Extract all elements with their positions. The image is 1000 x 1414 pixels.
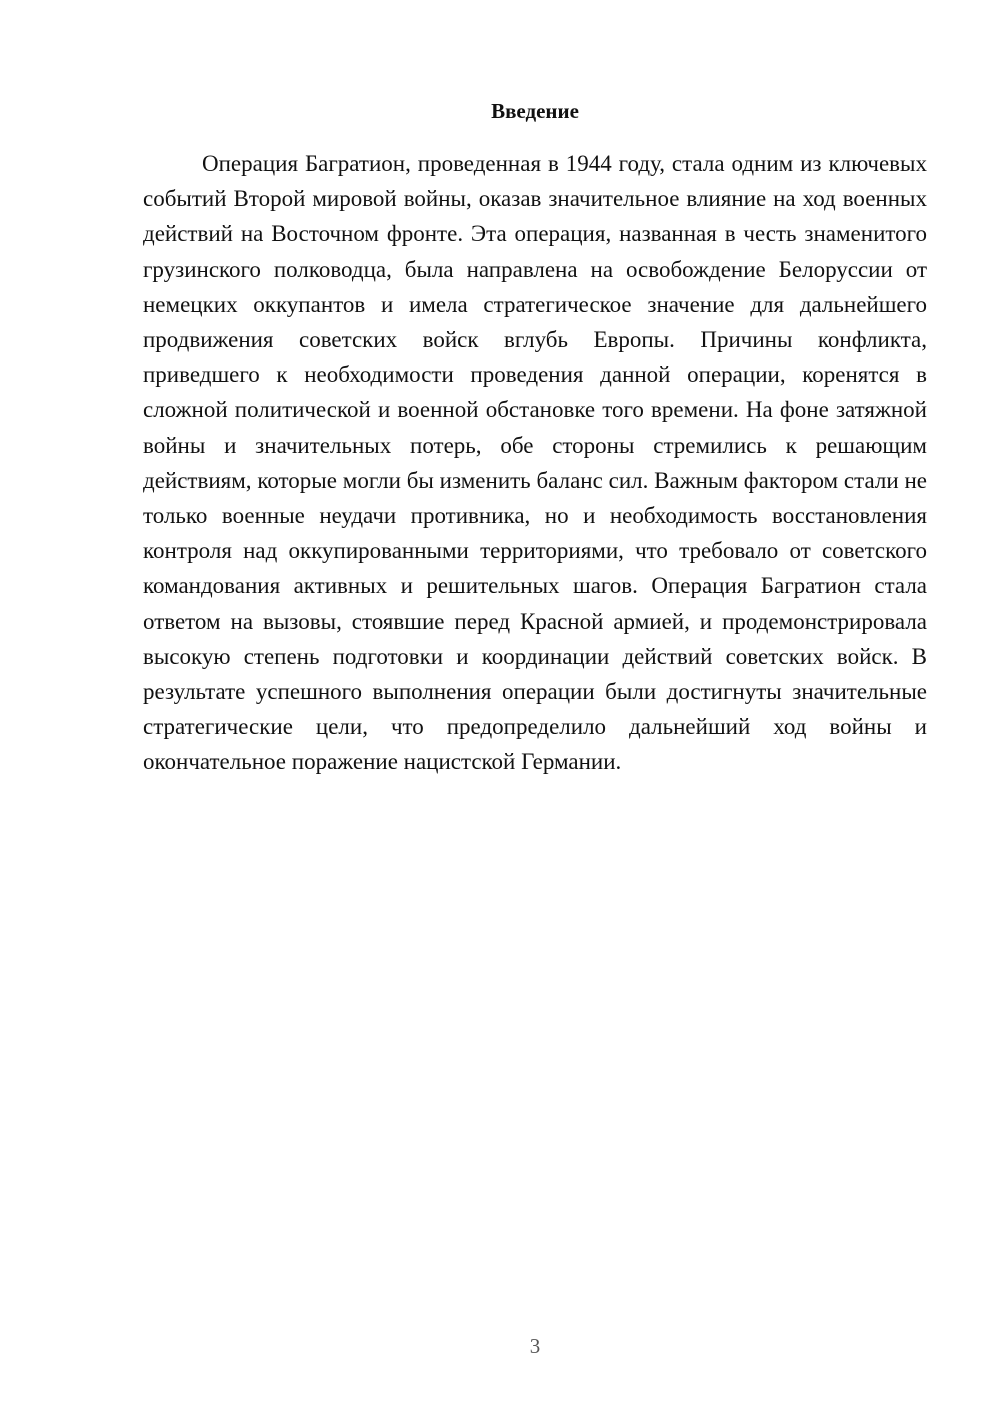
- page-number: 3: [529, 1334, 541, 1358]
- section-heading: Введение: [491, 99, 579, 123]
- body-paragraph: Операция Багратион, проведенная в 1944 году, стала одним из ключевых событий Второй мировой войны, оказав значительное влияние на ход военных действий на Восточном фронте. Эта операция, названная в честь знаменитого грузинского полководца, была направлена на освобождение Белоруссии от немецких оккупантов и имела стратегическое значение для дальнейшего продвижения советских войск вглубь Европы. Причины конфликта, приведшего к необходимости проведения данной операции, коренятся в сложной политической и военной обстановке того времени. На фоне затяжной войны и значительных потерь, обе стороны стремились к решающим действиям, которые могли бы изменить баланс сил. Важным фактором стали не только военные неудачи противника, но и необходимость восстановления контроля над оккупированными территориями, что требовало от советского командования активных и решительных шагов. Операция Багратион стала ответом на вызовы, стоявшие перед Красной армией, и продемонстрировала высокую степень подготовки и координации действий советских войск. В результате успешного выполнения операции были достигнуты значительные стратегические цели, что предопределило дальнейший ход войны и окончательное поражение нацистской Германии.: [143, 151, 927, 775]
